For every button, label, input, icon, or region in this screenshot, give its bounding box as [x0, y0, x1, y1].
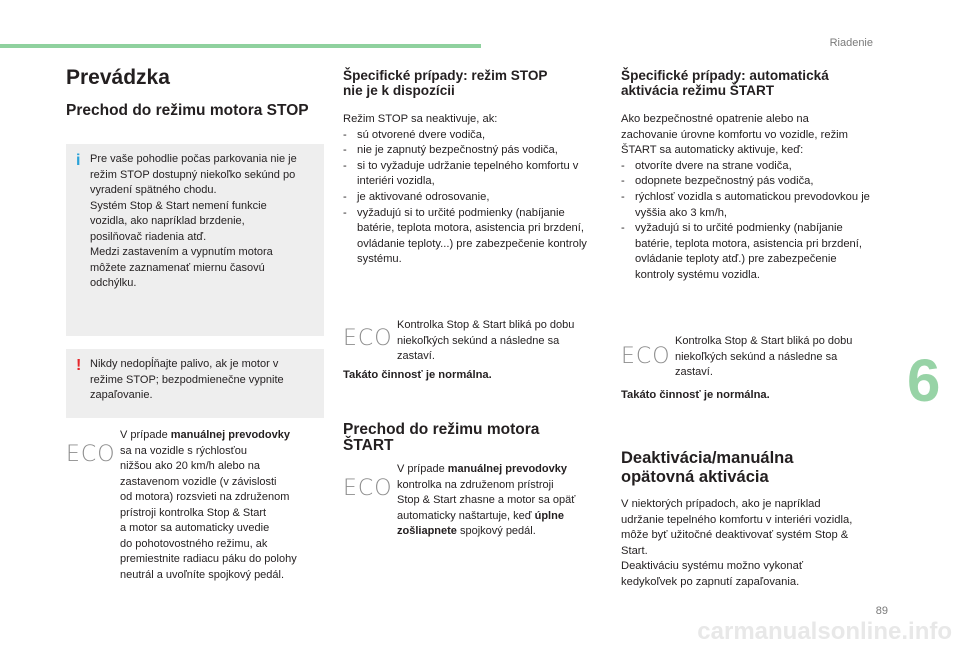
info-icon: i — [76, 152, 81, 169]
intro-text — [621, 112, 877, 159]
list-item: - sú otvorené dvere vodiča, — [343, 128, 599, 144]
eco-line: sa na vozidle s rýchlosťou — [120, 444, 248, 457]
column-3 — [621, 68, 877, 284]
deactivation-body — [621, 497, 877, 591]
body-line: kedykoľvek po zapnutí zapaľovania. — [621, 575, 800, 588]
column-1 — [66, 64, 324, 119]
heading-line: Prechod do režimu motora — [343, 421, 540, 438]
list-item: - otvoríte dvere na strane vodiča, — [621, 159, 877, 175]
chapter-name: Riadenie — [829, 37, 873, 49]
info-line: vyradení spätného chodu. — [90, 184, 217, 196]
condition-list — [343, 128, 599, 268]
page-number: 89 — [875, 605, 888, 617]
eco-line: nižšou ako 20 km/h alebo na — [120, 460, 261, 472]
eco-line: zastavenom vozidle (v závislosti — [120, 475, 277, 488]
heading-line: aktivácia režimu ŠTART — [621, 83, 775, 98]
section-deactivation — [621, 449, 877, 591]
heading-line: Špecifické prípady: automatická — [621, 68, 829, 83]
list-item: - si to vyžaduje udržanie tepelného komfortu v interiéri vozidla, — [343, 159, 599, 190]
eco-text-bold: úplne — [534, 509, 564, 522]
watermark: carmanualsonline.info — [697, 618, 952, 645]
normal-text: Takáto činnosť je normálna. — [343, 369, 492, 381]
eco-note-stop — [66, 428, 324, 588]
eco-icon: ECO — [66, 442, 116, 467]
column-2 — [343, 68, 599, 268]
eco-line: do pohotovostného režimu, ak — [120, 537, 268, 550]
intro-line: Ako bezpečnostné opatrenie alebo na — [621, 113, 809, 125]
eco-text-bold: zošliapnete — [397, 525, 457, 537]
eco-icon: ECO — [343, 326, 393, 351]
body-line: V niektorých prípadoch, ako je napríklad — [621, 498, 821, 510]
eco-line: neutrál a uvoľníte spojkový pedál. — [120, 568, 285, 581]
heading-line: ŠTART — [343, 437, 394, 454]
eco-icon: ECO — [621, 344, 671, 369]
list-item: - vyžadujú si to určité podmienky (nabíjanie batérie, teplota motora, asistencia pri brzdení, ovládanie teploty...) pre zabezpečenie kontroly systému. — [343, 206, 599, 268]
info-box — [66, 144, 324, 336]
eco-note-text — [397, 462, 599, 540]
body-line: môže byť užitočné deaktivovať systém Stop & — [621, 529, 849, 542]
info-line: vozidla, ako napríklad brzdenie, — [90, 215, 245, 227]
heading-line: nie je k dispozícii — [343, 83, 455, 98]
warning-box — [66, 349, 324, 418]
info-line: posilňovač riadenia atď. — [90, 230, 207, 243]
heading-stop-unavailable — [343, 68, 599, 98]
eco-note-blink — [343, 318, 599, 368]
page-title: Prevádzka — [66, 66, 170, 89]
warning-line: Nikdy nedopĺňajte palivo, ak je motor v — [90, 358, 279, 370]
heading-deactivation — [621, 449, 877, 487]
warning-icon: ! — [76, 357, 82, 374]
eco-note-start — [343, 462, 599, 548]
chapter-number: 6 — [907, 347, 941, 414]
eco-line: zastaví. — [397, 350, 435, 362]
list-item: - odopnete bezpečnostný pás vodiča, — [621, 174, 877, 190]
eco-line: zastaví. — [675, 366, 713, 378]
info-line: Pre vaše pohodlie počas parkovania nie je — [90, 153, 297, 165]
info-line: Medzi zastavením a vypnutím motora — [90, 246, 273, 258]
info-box-text — [90, 152, 316, 292]
list-item: - nie je zapnutý bezpečnostný pás vodiča, — [343, 143, 599, 159]
info-line: Systém Stop & Start nemení funkcie — [90, 199, 267, 212]
warning-box-text — [90, 357, 316, 404]
eco-note-blink-2 — [621, 334, 877, 384]
heading-line: Deaktivácia/manuálna — [621, 449, 794, 467]
eco-line: premiestnite radiacu páku do polohy — [120, 553, 297, 565]
eco-text-pre: V prípade — [397, 463, 448, 475]
eco-line: kontrolka na združenom prístroji — [397, 478, 554, 491]
normal-note — [343, 368, 599, 384]
heading-line: opätovná aktivácia — [621, 468, 769, 486]
chapter-color-bar — [0, 44, 481, 48]
eco-text-bold: manuálnej prevodovky — [170, 429, 290, 441]
eco-note-text — [120, 428, 324, 583]
normal-text: Takáto činnosť je normálna. — [621, 389, 770, 401]
body-line: udržanie tepelného komfortu v interiéri vozidla, — [621, 513, 853, 526]
eco-note-text — [675, 334, 877, 381]
heading-start — [343, 422, 599, 454]
eco-line: automaticky naštartuje, keď — [397, 509, 535, 522]
eco-line: niekoľkých sekúnd a následne sa — [397, 334, 560, 347]
eco-line: a motor sa automaticky uvedie — [120, 522, 270, 534]
condition-list — [621, 159, 877, 284]
eco-line: Stop & Start zhasne a motor sa opäť — [397, 494, 576, 506]
eco-line: niekoľkých sekúnd a následne sa — [675, 350, 838, 363]
eco-line: od motora) rozsvieti na združenom — [120, 491, 290, 503]
list-item: - rýchlosť vozidla s automatickou prevodovkou je vyššia ako 3 km/h, — [621, 190, 877, 221]
eco-text-bold: manuálnej prevodovky — [447, 463, 567, 475]
info-line: môžete zaznamenať miernu časovú — [90, 261, 265, 274]
list-item: - je aktivované odrosovanie, — [343, 190, 599, 206]
eco-line: prístroji kontrolka Stop & Start — [120, 506, 267, 519]
intro-line: ŠTART sa automaticky aktivuje, keď: — [621, 144, 804, 157]
heading-auto-start — [621, 68, 877, 98]
eco-text-pre: V prípade — [120, 429, 171, 441]
info-line: režim STOP dostupný niekoľko sekúnd po — [90, 168, 296, 181]
intro-text: Režim STOP sa neaktivuje, ak: — [343, 113, 498, 125]
normal-note-2 — [621, 388, 877, 404]
warning-line: zapaľovanie. — [90, 389, 153, 401]
section-heading-stop: Prechod do režimu motora STOP — [66, 102, 309, 119]
eco-line: Kontrolka Stop & Start bliká po dobu — [675, 335, 853, 347]
intro-line: zachovanie úrovne komfortu vo vozidle, režim — [621, 128, 848, 141]
heading-line: Špecifické prípady: režim STOP — [343, 68, 548, 83]
warning-line: režime STOP; bezpodmienečne vypnite — [90, 373, 284, 386]
list-item: - vyžadujú si to určité podmienky (nabíjanie batérie, teplota motora, asistencia pri brzdení, ovládanie teploty atď.) pre zabezpečenie kontroly systému vozidla. — [621, 221, 877, 283]
eco-icon: ECO — [343, 476, 393, 501]
eco-note-text — [397, 318, 599, 365]
eco-line: Kontrolka Stop & Start bliká po dobu — [397, 319, 575, 331]
body-line: Start. — [621, 544, 648, 557]
chapter-tab — [902, 340, 960, 422]
heading-start-title — [343, 422, 599, 454]
body-line: Deaktiváciu systému možno vykonať — [621, 560, 804, 573]
eco-line: spojkový pedál. — [456, 525, 536, 537]
info-line: odchýlku. — [90, 277, 137, 289]
